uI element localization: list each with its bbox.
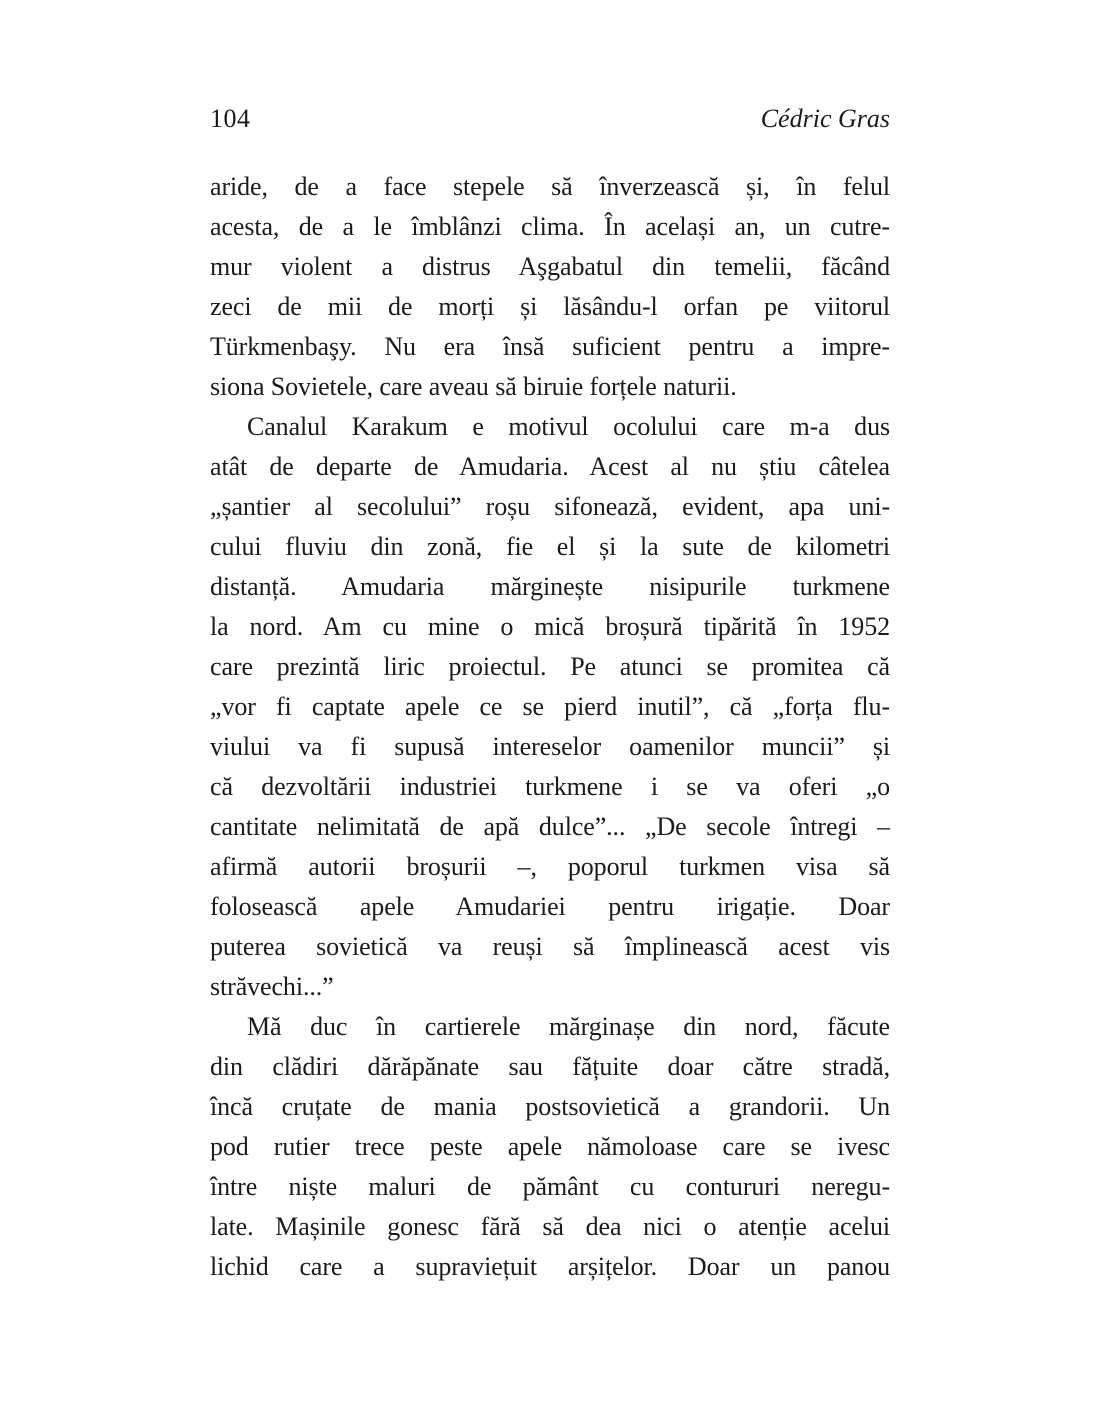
page-number: 104 <box>210 104 251 133</box>
text-line: Türkmenbaşy. Nu era însă suficient pentru a impre- <box>210 332 890 361</box>
text-line: care prezintă liric proiectul. Pe atunci se promitea că <box>210 652 890 681</box>
text-line: late. Mașinile gonesc fără să dea nici o atenție acelui <box>210 1212 890 1241</box>
text-line: Mă duc în cartierele mărginașe din nord, făcute <box>247 1012 890 1041</box>
text-line: aride, de a face stepele să înverzească și, în felul <box>210 172 890 201</box>
text-line: între niște maluri de pământ cu contururi neregu- <box>210 1172 890 1201</box>
text-line: străvechi...” <box>210 972 334 1001</box>
text-line: distanță. Amudaria mărginește nisipurile turkmene <box>210 572 890 601</box>
running-header-author: Cédric Gras <box>760 104 890 133</box>
text-line: că dezvoltării industriei turkmene i se va oferi „o <box>210 772 890 801</box>
text-line: din clădiri dărăpănate sau fățuite doar către stradă, <box>210 1052 890 1081</box>
text-line: „vor fi captate apele ce se pierd inutil”, că „forța flu- <box>210 692 890 721</box>
text-line: „șantier al secolului” roșu sifonează, evident, apa uni- <box>210 492 890 521</box>
text-line: cantitate nelimitată de apă dulce”... „De secole întregi – <box>210 812 890 841</box>
text-line: zeci de mii de morți și lăsându-l orfan pe viitorul <box>210 292 890 321</box>
text-line: încă cruțate de mania postsovietică a grandorii. Un <box>210 1092 890 1121</box>
page-header <box>210 104 890 134</box>
text-line: la nord. Am cu mine o mică broșură tipărită în 1952 <box>210 612 890 641</box>
text-line: puterea sovietică va reuși să împlinească acest vis <box>210 932 890 961</box>
text-line: siona Sovietele, care aveau să biruie forțele naturii. <box>210 372 737 401</box>
text-line: viului va fi supusă intereselor oamenilor muncii” și <box>210 732 890 761</box>
page-body <box>210 167 890 1287</box>
text-line: mur violent a distrus Aşgabatul din temelii, făcând <box>210 252 890 281</box>
text-line: folosească apele Amudariei pentru irigație. Doar <box>210 892 890 921</box>
text-line: pod rutier trece peste apele nămoloase care se ivesc <box>210 1132 890 1161</box>
text-line: Canalul Karakum e motivul ocolului care m-a dus <box>247 412 890 441</box>
text-line: lichid care a supraviețuit arșițelor. Doar un panou <box>210 1252 890 1281</box>
text-line: acesta, de a le îmblânzi clima. În același an, un cutre- <box>210 212 890 241</box>
text-line: afirmă autorii broșurii –, poporul turkmen visa să <box>210 852 890 881</box>
text-line: cului fluviu din zonă, fie el și la sute de kilometri <box>210 532 890 561</box>
text-line: atât de departe de Amudaria. Acest al nu știu câtelea <box>210 452 890 481</box>
